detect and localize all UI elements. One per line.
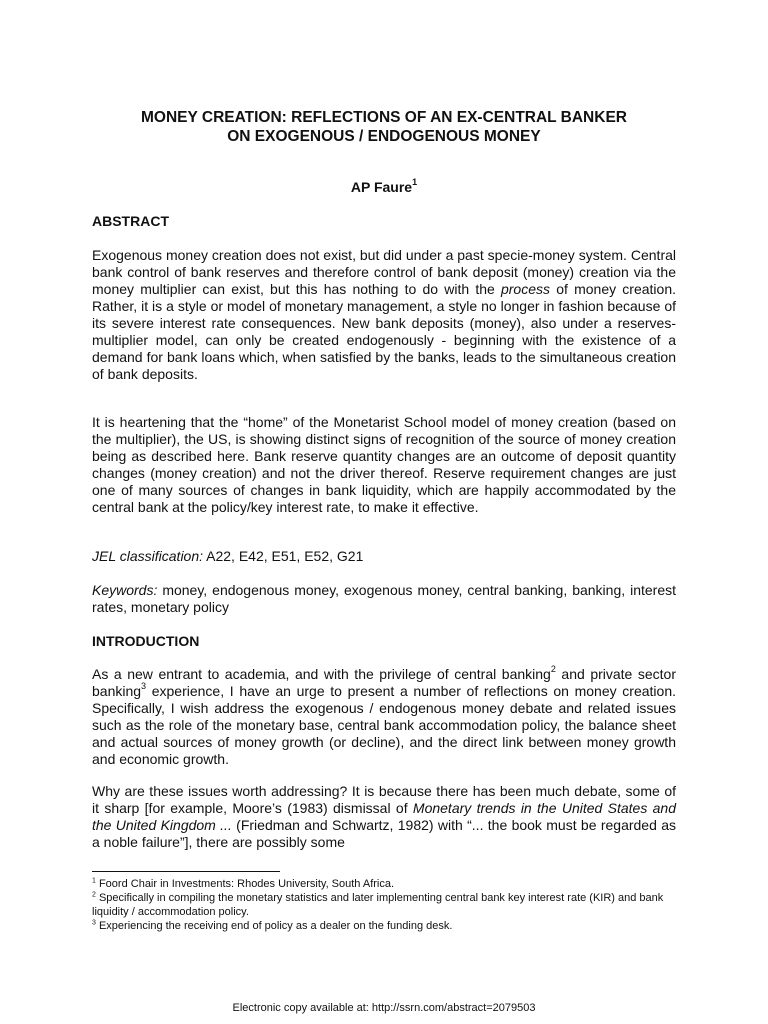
keywords-label: Keywords: <box>92 582 158 598</box>
introduction-paragraph-1 <box>92 666 676 768</box>
author-name: AP Faure <box>350 179 413 195</box>
title-line-2: ON EXOGENOUS / ENDOGENOUS MONEY <box>227 128 541 145</box>
author-line <box>92 178 676 196</box>
intro-p1-text-b: and private sector banking <box>92 666 677 699</box>
intro-p2-text-b: (Friedman and Schwartz, 1982) with “... the book must be regarded as a noble failure”], there are possibly some <box>92 817 676 850</box>
intro-p1-text-c: experience, I have an urge to present a number of reflections on money creation. Specifically, I wish address the exogenous / endogenous money debate and related issues such as the role of the monetary base, central bank accommodation policy, the balance sheet and actual sources of money growth (or decline), and the direct link between money growth and economic growth. <box>92 683 676 767</box>
abstract-paragraph-1 <box>92 247 676 383</box>
jel-value: A22, E42, E51, E52, G21 <box>203 548 364 564</box>
intro-p1-text-a: As a new entrant to academia, and with the privilege of central banking <box>92 666 551 682</box>
footnote-2-mark: 2 <box>92 891 96 899</box>
footnote-3-mark: 3 <box>92 919 96 927</box>
footnote-2 <box>92 891 676 919</box>
abstract-paragraph-2: It is heartening that the “home” of the Monetarist School model of money creation (based on the multiplier), the US, is showing distinct signs of recognition of the source of money creation being as described here. Bank reserve quantity changes are an outcome of deposit quantity changes (money creation) and not the driver thereof. Reserve requirement changes are just one of many sources of changes in bank liquidity, which are happily accommodated by the central bank at the policy/key interest rate, to make it effective. <box>92 414 676 515</box>
ssrn-footer: Electronic copy available at: http://ssrn.com/abstract=2079503 <box>232 1002 536 1014</box>
keywords <box>92 582 676 616</box>
footnote-2-text: Specifically in compiling the monetary statistics and later implementing central bank key interest rate (KIR) and bank liquidity / accommodation policy. <box>92 892 664 918</box>
abstract-p1-text-b: of money creation. Rather, it is a style or model of monetary management, a style no longer in fashion because of its severe interest rate consequences. New bank deposits (money), also under a reserves-multiplier model, can only be created endogenously - beginning with the existence of a demand for bank loans which, when satisfied by the banks, leads to the simultaneous creation of bank deposits. <box>92 281 676 382</box>
introduction-paragraph-2 <box>92 783 676 851</box>
intro-footnote-mark-3: 3 <box>141 681 147 692</box>
footnote-1 <box>92 877 676 891</box>
author-footnote-mark: 1 <box>412 177 418 188</box>
intro-p2-text-a: Why are these issues worth addressing? It is because there has been much debate, some of it sharp [for example, Moore’s (1983) dismissal of <box>92 783 676 816</box>
abstract-p1-emphasis: process <box>500 281 551 297</box>
footnote-3-text: Experiencing the receiving end of policy as a dealer on the funding desk. <box>95 920 453 932</box>
abstract-heading: ABSTRACT <box>92 213 169 229</box>
footnote-divider <box>92 871 280 872</box>
footnote-1-text: Foord Chair in Investments: Rhodes University, South Africa. <box>95 878 395 890</box>
paper-title <box>92 108 676 146</box>
keywords-value: money, endogenous money, exogenous money, central banking, banking, interest rates, monetary policy <box>92 582 676 615</box>
introduction-heading: INTRODUCTION <box>92 633 200 649</box>
footnote-1-mark: 1 <box>92 877 96 885</box>
jel-classification <box>92 548 676 565</box>
jel-label: JEL classification: <box>92 548 204 564</box>
abstract-p1-text-a: Exogenous money creation does not exist, but did under a past specie-money system. Central bank control of bank reserves and therefore control of bank deposit (money) creation via the money multiplier can exist, but this has nothing to do with the <box>92 247 676 297</box>
footnote-3 <box>92 919 676 933</box>
title-line-1: MONEY CREATION: REFLECTIONS OF AN EX-CENTRAL BANKER <box>141 109 627 126</box>
intro-footnote-mark-2: 2 <box>550 664 556 675</box>
intro-p2-emphasis: Monetary trends in the United States and the United Kingdom ... <box>92 800 676 833</box>
